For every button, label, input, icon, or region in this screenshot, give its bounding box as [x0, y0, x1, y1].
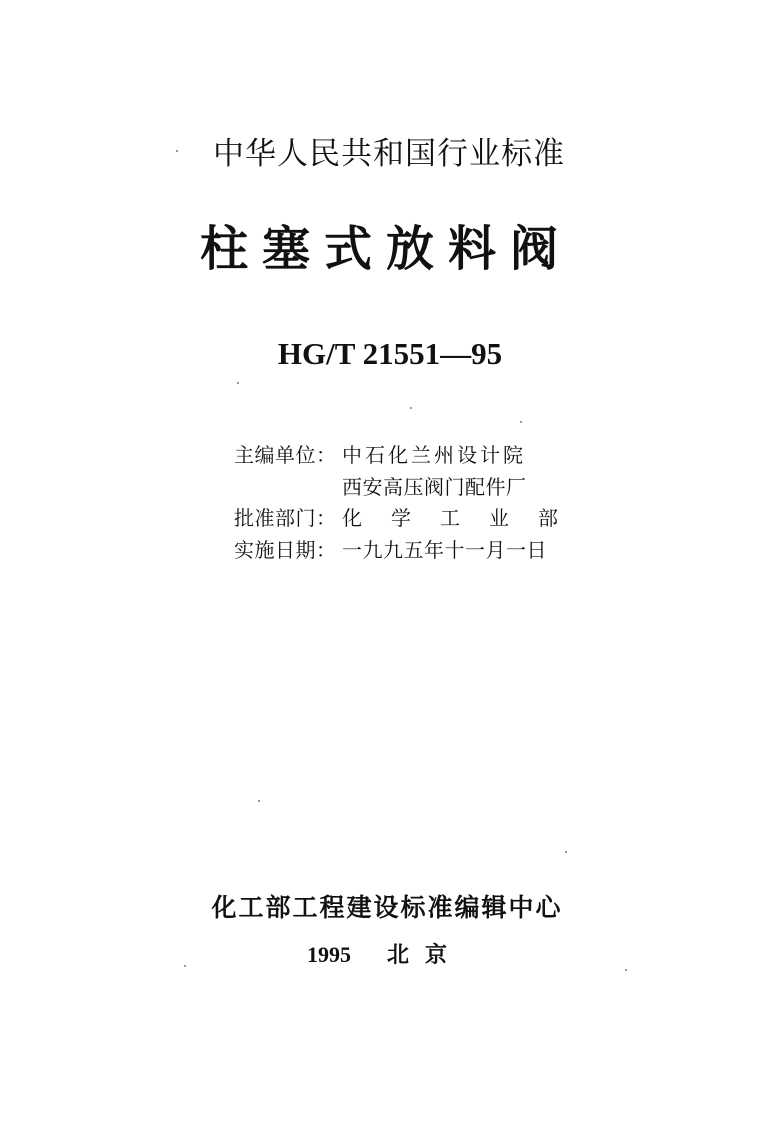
- scan-speck: [565, 851, 567, 853]
- scan-speck: [176, 150, 178, 152]
- editor-label-spacer: [234, 472, 342, 504]
- date-row: [234, 535, 587, 567]
- scan-speck: [184, 965, 186, 967]
- scan-speck: [625, 969, 627, 971]
- publisher: 化工部工程建设标准编辑中心: [211, 893, 563, 922]
- editor-row-2: [234, 472, 587, 504]
- document-meta: [234, 440, 587, 566]
- scan-speck: [237, 382, 239, 384]
- date-label: 实施日期：: [234, 537, 337, 562]
- document-title: 柱塞式放料阀: [199, 221, 572, 277]
- publication-city: 北京: [386, 943, 463, 968]
- standard-type-heading: 中华人民共和国行业标准: [213, 136, 565, 172]
- imprint: [0, 938, 758, 969]
- scan-speck: [258, 800, 260, 802]
- editor-value-2: 西安高压阀门配件厂: [342, 474, 527, 499]
- date-value: 一九九五年十一月一日: [342, 537, 547, 562]
- editor-row: [234, 440, 587, 472]
- approver-label: 批准部门：: [234, 506, 337, 530]
- publication-year: 1995: [306, 942, 351, 967]
- approver-value: 化学工业部: [342, 506, 587, 530]
- standard-code: HG/T 21551—95: [277, 336, 503, 371]
- editor-value-1: 中石化兰州设计院: [342, 443, 526, 467]
- scan-speck: [410, 407, 412, 409]
- editor-label: 主编单位：: [234, 443, 337, 467]
- scan-speck: [520, 421, 522, 423]
- approver-row: [234, 503, 587, 535]
